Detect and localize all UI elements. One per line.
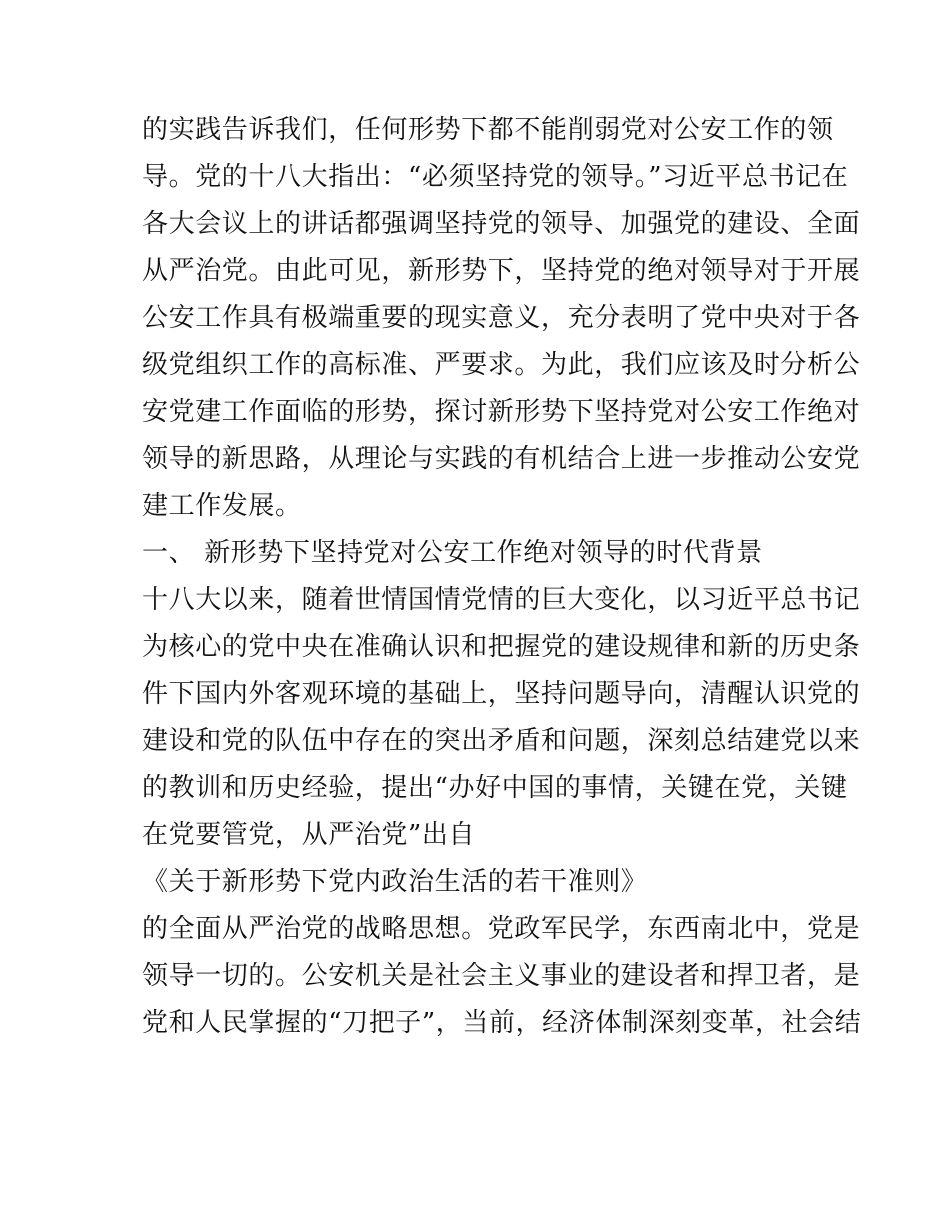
text-line-15: 的教训和历史经验，提出“办好中国的事情，关键在党，关键	[142, 773, 848, 803]
text-line-6: 级党组织工作的高标准、严要求。为此，我们应该及时分析公	[142, 350, 861, 380]
text-line-11: 十八大以来，随着世情国情党情的巨大变化，以习近平总书记	[142, 585, 861, 615]
text-line-1: 的实践告诉我们，任何形势下都不能削弱党对公安工作的领	[142, 115, 834, 145]
text-line-16: 在党要管党，从严治党”出自	[142, 820, 476, 850]
text-line-3: 各大会议上的讲话都强调坚持党的领导、加强党的建设、全面	[142, 209, 861, 239]
text-line-12: 为核心的党中央在准确认识和把握党的建设规律和新的历史条	[142, 632, 861, 662]
cited-document-title: 《关于新形势下党内政治生活的若干准则》	[142, 867, 648, 897]
text-line-5: 公安工作具有极端重要的现实意义，充分表明了党中央对于各	[142, 303, 861, 333]
text-line-20: 党和人民掌握的“刀把子”，当前，经济体制深刻变革，社会结	[142, 1008, 862, 1038]
text-line-13: 件下国内外客观环境的基础上，坚持问题导向，清醒认识党的	[142, 679, 861, 709]
text-line-4: 从严治党。由此可见，新形势下，坚持党的绝对领导对于开展	[142, 256, 861, 286]
text-line-19: 领导一切的。公安机关是社会主义事业的建设者和捍卫者，是	[142, 961, 861, 991]
text-line-2: 导。党的十八大指出：“必须坚持党的领导。”习近平总书记在	[142, 162, 849, 192]
body-text	[142, 107, 862, 1047]
text-line-18: 的全面从严治党的战略思想。党政军民学，东西南北中，党是	[142, 914, 861, 944]
text-line-7: 安党建工作面临的形势，探讨新形势下坚持党对公安工作绝对	[142, 397, 861, 427]
section-heading: 一、 新形势下坚持党对公安工作绝对领导的时代背景	[142, 538, 763, 568]
text-line-8: 领导的新思路，从理论与实践的有机结合上进一步推动公安党	[142, 444, 861, 474]
text-line-14: 建设和党的队伍中存在的突出矛盾和问题，深刻总结建党以来	[142, 726, 861, 756]
text-line-9: 建工作发展。	[142, 491, 302, 521]
